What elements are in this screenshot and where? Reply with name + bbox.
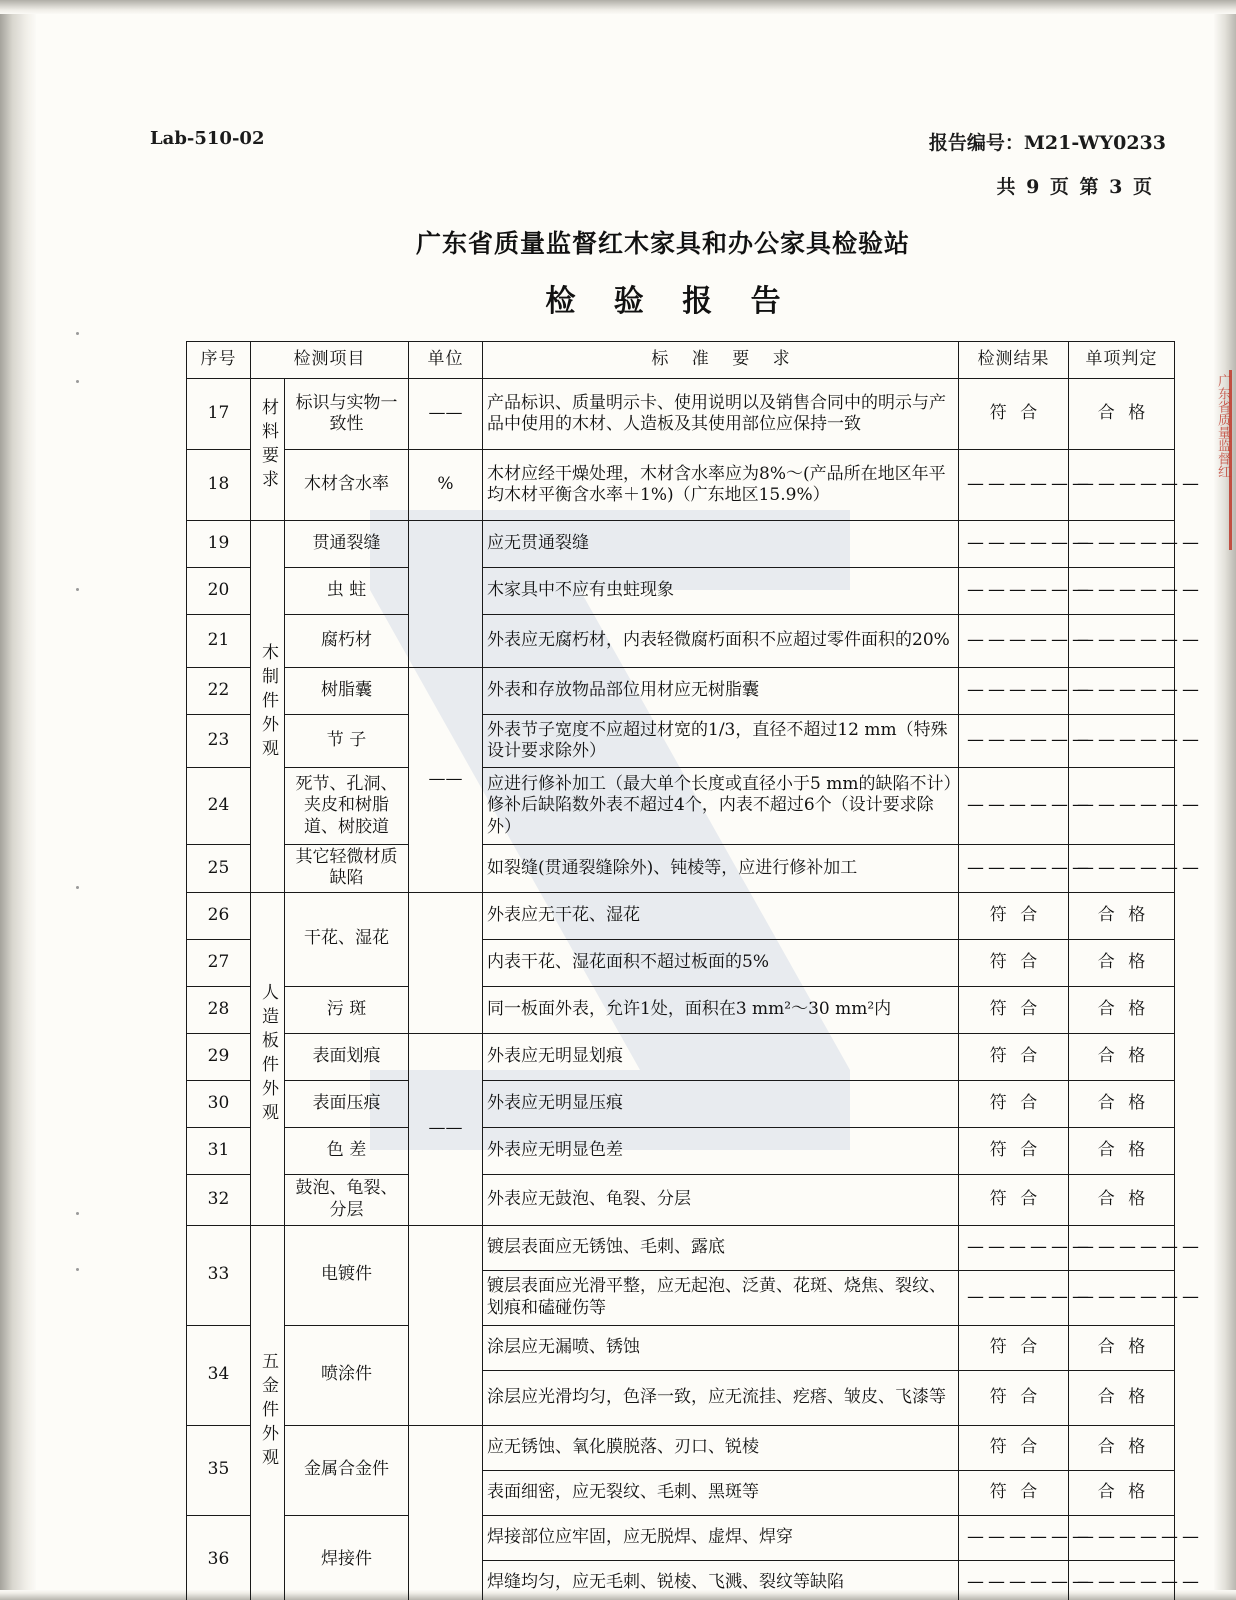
cell-no: 30 (187, 1080, 251, 1127)
table-row (187, 845, 1175, 893)
cell-no: 36 (187, 1515, 251, 1600)
cell-result: 符 合 (959, 379, 1069, 450)
cell-judgement: —————— (1069, 845, 1175, 893)
cell-result: —————— (959, 715, 1069, 768)
cell-no: 18 (187, 450, 251, 521)
cell-standard: 外表应无明显压痕 (483, 1080, 959, 1127)
table-row (187, 1080, 1175, 1127)
cell-standard: 焊接部位应牢固，应无脱焊、虚焊、焊穿 (483, 1515, 959, 1560)
table-row (187, 1515, 1175, 1560)
group-label-hardware (251, 1225, 285, 1600)
cell-item: 木材含水率 (285, 450, 409, 521)
cell-standard: 外表应无干花、湿花 (483, 892, 959, 939)
cell-judgement: —————— (1069, 450, 1175, 521)
cell-item: 标识与实物一致性 (285, 379, 409, 450)
margin-dot (76, 1212, 79, 1215)
cell-standard: 同一板面外表，允许1处，面积在3 mm²～30 mm²内 (483, 986, 959, 1033)
cell-result: —————— (959, 521, 1069, 568)
cell-standard: 内表干花、湿花面积不超过板面的5% (483, 939, 959, 986)
table-row (187, 1325, 1175, 1370)
paper-edge-right (1214, 0, 1236, 1600)
cell-result: —————— (959, 1560, 1069, 1600)
cell-item: 金属合金件 (285, 1425, 409, 1515)
cell-standard: 应无锈蚀、氧化膜脱落、刃口、锐棱 (483, 1425, 959, 1470)
cell-standard: 镀层表面应光滑平整，应无起泡、泛黄、花斑、烧焦、裂纹、划痕和磕碰伤等 (483, 1270, 959, 1325)
col-no: 序号 (187, 342, 251, 379)
cell-judgement: 合 格 (1069, 1425, 1175, 1470)
cell-unit (409, 521, 483, 668)
cell-judgement: 合 格 (1069, 1470, 1175, 1515)
cell-result: —————— (959, 1515, 1069, 1560)
cell-no: 33 (187, 1225, 251, 1325)
cell-judgement: —————— (1069, 615, 1175, 668)
group-label-text: 五金件外观 (258, 1351, 278, 1472)
cell-no: 22 (187, 668, 251, 715)
cell-standard: 表面细密，应无裂纹、毛刺、黑斑等 (483, 1470, 959, 1515)
document-code: Lab-510-02 (150, 128, 265, 149)
margin-dot (76, 1268, 79, 1271)
table-row (187, 668, 1175, 715)
table-row (187, 715, 1175, 768)
cell-no: 35 (187, 1425, 251, 1515)
table-row (187, 986, 1175, 1033)
cell-no: 34 (187, 1325, 251, 1425)
table-row (187, 615, 1175, 668)
group-label-wood (251, 521, 285, 893)
cell-unit (409, 1425, 483, 1600)
cell-item: 电镀件 (285, 1225, 409, 1325)
cell-unit: —— (409, 1033, 483, 1225)
cell-no: 20 (187, 568, 251, 615)
group-label-material (251, 379, 285, 521)
cell-item: 焊接件 (285, 1515, 409, 1600)
cell-standard: 应进行修补加工（最大单个长度或直径小于5 mm的缺陷不计）修补后缺陷数外表不超过4个，内表不超过6个（设计要求除外） (483, 768, 959, 845)
cell-standard: 如裂缝(贯通裂缝除外)、钝棱等，应进行修补加工 (483, 845, 959, 893)
cell-result: —————— (959, 668, 1069, 715)
table-row (187, 1225, 1175, 1270)
cell-standard: 镀层表面应无锈蚀、毛刺、露底 (483, 1225, 959, 1270)
cell-standard: 产品标识、质量明示卡、使用说明以及销售合同中的明示与产品中使用的木材、人造板及其使用部位应保持一致 (483, 379, 959, 450)
organization-name: 广东省质量监督红木家具和办公家具检验站 (415, 229, 910, 258)
cell-item: 污 斑 (285, 986, 409, 1033)
cell-no: 26 (187, 892, 251, 939)
group-label-text: 木制件外观 (258, 643, 278, 764)
cell-item: 树脂囊 (285, 668, 409, 715)
cell-item: 表面压痕 (285, 1080, 409, 1127)
cell-no: 31 (187, 1127, 251, 1174)
cell-result: 符 合 (959, 986, 1069, 1033)
cell-judgement: —————— (1069, 715, 1175, 768)
cell-no: 25 (187, 845, 251, 893)
margin-dot (76, 886, 79, 889)
cell-judgement: 合 格 (1069, 986, 1175, 1033)
cell-result: 符 合 (959, 1033, 1069, 1080)
group-label-panel (251, 892, 285, 1225)
cell-result: —————— (959, 845, 1069, 893)
cell-standard: 外表应无鼓泡、龟裂、分层 (483, 1174, 959, 1225)
cell-judgement: —————— (1069, 768, 1175, 845)
cell-judgement: 合 格 (1069, 1370, 1175, 1425)
margin-dot (76, 588, 79, 591)
cell-judgement: —————— (1069, 668, 1175, 715)
cell-item: 色 差 (285, 1127, 409, 1174)
cell-judgement: 合 格 (1069, 1080, 1175, 1127)
cell-no: 24 (187, 768, 251, 845)
cell-result: 符 合 (959, 1425, 1069, 1470)
cell-judgement: 合 格 (1069, 379, 1175, 450)
cell-result: 符 合 (959, 1325, 1069, 1370)
cell-unit: —— (409, 668, 483, 893)
cell-no: 21 (187, 615, 251, 668)
cell-item: 腐朽材 (285, 615, 409, 668)
cell-judgement: —————— (1069, 1225, 1175, 1270)
cell-item: 干花、湿花 (285, 892, 409, 986)
cell-standard: 应无贯通裂缝 (483, 521, 959, 568)
cell-result: —————— (959, 1225, 1069, 1270)
cell-judgement: 合 格 (1069, 1174, 1175, 1225)
cell-item: 其它轻微材质缺陷 (285, 845, 409, 893)
page-title: 检 验 报 告 (545, 284, 795, 319)
col-item: 检测项目 (251, 342, 409, 379)
page-header (150, 128, 1176, 319)
cell-no: 29 (187, 1033, 251, 1080)
cell-result: 符 合 (959, 1127, 1069, 1174)
cell-standard: 外表节子宽度不应超过材宽的1/3，直径不超过12 mm（特殊设计要求除外） (483, 715, 959, 768)
cell-item: 虫 蛀 (285, 568, 409, 615)
cell-judgement: —————— (1069, 521, 1175, 568)
cell-judgement: 合 格 (1069, 939, 1175, 986)
cell-result: 符 合 (959, 1370, 1069, 1425)
cell-item: 表面划痕 (285, 1033, 409, 1080)
cell-judgement: 合 格 (1069, 1325, 1175, 1370)
table-row (187, 379, 1175, 450)
cell-no: 27 (187, 939, 251, 986)
cell-item: 鼓泡、龟裂、分层 (285, 1174, 409, 1225)
cell-standard: 涂层应光滑均匀，色泽一致，应无流挂、疙瘩、皱皮、飞漆等 (483, 1370, 959, 1425)
cell-unit: —— (409, 379, 483, 450)
cell-no: 17 (187, 379, 251, 450)
table-row (187, 892, 1175, 939)
cell-standard: 外表应无明显色差 (483, 1127, 959, 1174)
cell-judgement: 合 格 (1069, 892, 1175, 939)
group-label-text: 材料要求 (258, 398, 278, 495)
cell-standard: 木家具中不应有虫蛀现象 (483, 568, 959, 615)
cell-result: 符 合 (959, 1174, 1069, 1225)
cell-result: —————— (959, 568, 1069, 615)
table-row (187, 568, 1175, 615)
cell-standard: 焊缝均匀，应无毛刺、锐棱、飞溅、裂纹等缺陷 (483, 1560, 959, 1600)
cell-result: 符 合 (959, 939, 1069, 986)
report-number: 报告编号：M21-WY0233 (928, 132, 1166, 154)
cell-result: —————— (959, 450, 1069, 521)
paper-edge-left (0, 0, 36, 1600)
margin-dot (76, 380, 79, 383)
cell-result: 符 合 (959, 1080, 1069, 1127)
col-judgement: 单项判定 (1069, 342, 1175, 379)
cell-result: —————— (959, 1270, 1069, 1325)
margin-dot (76, 332, 79, 335)
cell-judgement: —————— (1069, 1270, 1175, 1325)
cell-judgement: 合 格 (1069, 1127, 1175, 1174)
cell-no: 23 (187, 715, 251, 768)
col-unit: 单位 (409, 342, 483, 379)
table-row (187, 450, 1175, 521)
table-row (187, 1033, 1175, 1080)
col-result: 检测结果 (959, 342, 1069, 379)
cell-item: 死节、孔洞、夹皮和树脂道、树胶道 (285, 768, 409, 845)
page-indicator: 共 9 页 第 3 页 (996, 176, 1154, 198)
cell-judgement: —————— (1069, 568, 1175, 615)
table-row (187, 521, 1175, 568)
seal-text: 广东省质量监督红 (1215, 374, 1230, 478)
cell-standard: 外表应无腐朽材，内表轻微腐朽面积不应超过零件面积的20% (483, 615, 959, 668)
cell-standard: 外表和存放物品部位用材应无树脂囊 (483, 668, 959, 715)
cell-result: —————— (959, 768, 1069, 845)
cell-result: 符 合 (959, 892, 1069, 939)
cell-item: 喷涂件 (285, 1325, 409, 1425)
cell-standard: 外表应无明显划痕 (483, 1033, 959, 1080)
table-header-row (187, 342, 1175, 379)
cell-item: 节 子 (285, 715, 409, 768)
cell-unit: % (409, 450, 483, 521)
cell-standard: 涂层应无漏喷、锈蚀 (483, 1325, 959, 1370)
table-row (187, 1425, 1175, 1470)
cell-item: 贯通裂缝 (285, 521, 409, 568)
cell-no: 19 (187, 521, 251, 568)
table-row (187, 1127, 1175, 1174)
cell-no: 32 (187, 1174, 251, 1225)
table-row (187, 1174, 1175, 1225)
cell-result: 符 合 (959, 1470, 1069, 1515)
col-standard: 标 准 要 求 (483, 342, 959, 379)
inspection-table (186, 341, 1203, 1600)
cell-unit (409, 1225, 483, 1425)
table-row (187, 768, 1175, 845)
cell-result: —————— (959, 615, 1069, 668)
cell-judgement: —————— (1069, 1515, 1175, 1560)
paper-edge-top (0, 0, 1236, 14)
group-label-text: 人造板件外观 (258, 983, 278, 1128)
cell-unit (409, 892, 483, 1033)
cell-standard: 木材应经干燥处理，木材含水率应为8%～(产品所在地区年平均木材平衡含水率＋1%)（广东地区15.9%） (483, 450, 959, 521)
cell-judgement: 合 格 (1069, 1033, 1175, 1080)
cell-no: 28 (187, 986, 251, 1033)
cell-judgement: —————— (1069, 1560, 1175, 1600)
